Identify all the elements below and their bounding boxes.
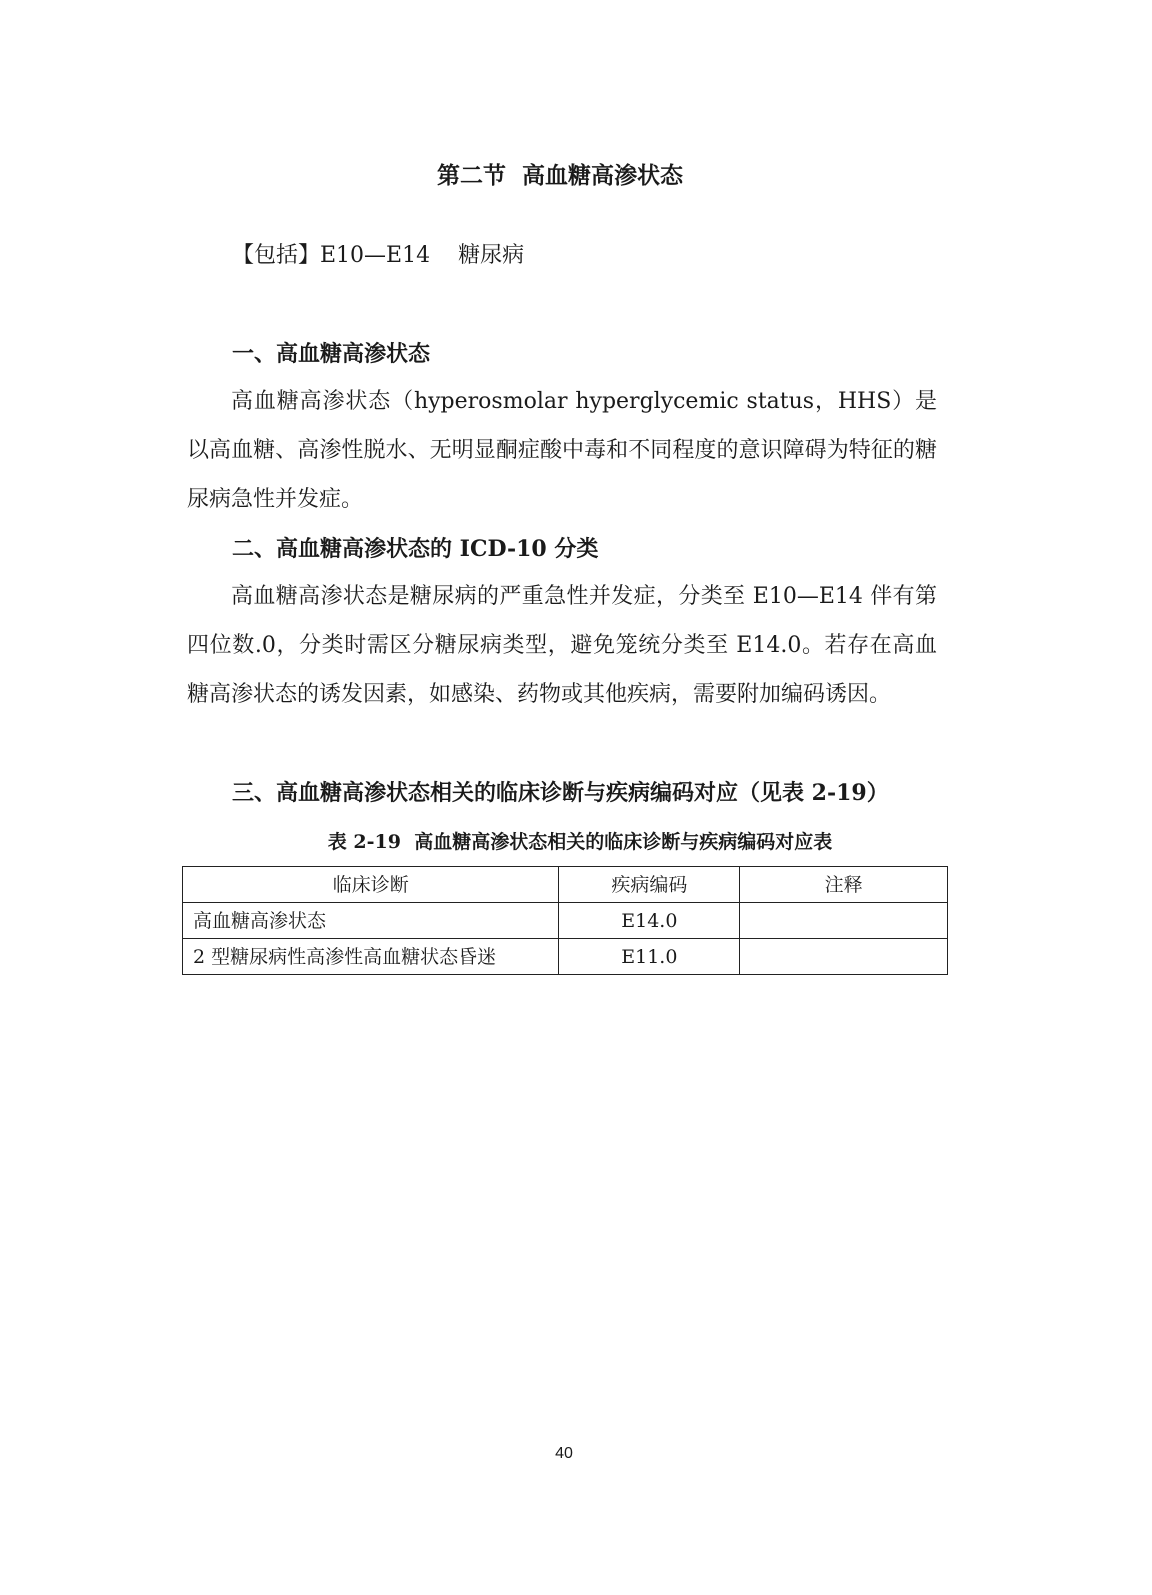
paragraph-definition: 高血糖高渗状态（hyperosmolar hyperglycemic status，HHS）是以高血糖、高渗性脱水、无明显酮症酸中毒和不同程度的意识障碍为特征的糖尿病急性并发症。	[187, 389, 937, 512]
table-header-row	[183, 867, 948, 903]
includes-line: 【包括】E10—E14 糖尿病	[232, 243, 525, 268]
heading-overview: 一、高血糖高渗状态	[232, 341, 431, 367]
table-row	[183, 939, 948, 975]
page-number: 40	[555, 1445, 573, 1462]
cell-diagnosis: 高血糖高渗状态	[183, 903, 559, 939]
table-caption: 表 2-19 高血糖高渗状态相关的临床诊断与疾病编码对应表	[327, 831, 833, 853]
cell-diagnosis: 2 型糖尿病性高渗性高血糖状态昏迷	[183, 939, 559, 975]
paragraph-classification: 高血糖高渗状态是糖尿病的严重急性并发症，分类至 E10—E14 伴有第四位数.0，分类时需区分糖尿病类型，避免笼统分类至 E14.0。若存在高血糖高渗状态的诱发因素，如感染、药物或其他疾病，需要附加编码诱因。	[187, 584, 937, 707]
heading-icd10-classification: 二、高血糖高渗状态的 ICD-10 分类	[232, 536, 599, 562]
cell-note	[740, 903, 948, 939]
diagnosis-code-table	[182, 866, 948, 975]
cell-code: E14.0	[559, 903, 740, 939]
column-header-note: 注释	[740, 867, 948, 903]
heading-diagnosis-coding: 三、高血糖高渗状态相关的临床诊断与疾病编码对应（见表 2-19）	[232, 780, 889, 806]
cell-note	[740, 939, 948, 975]
column-header-code: 疾病编码	[559, 867, 740, 903]
table-row	[183, 903, 948, 939]
section-title: 第二节 高血糖高渗状态	[436, 162, 683, 189]
cell-code: E11.0	[559, 939, 740, 975]
column-header-diagnosis: 临床诊断	[183, 867, 559, 903]
